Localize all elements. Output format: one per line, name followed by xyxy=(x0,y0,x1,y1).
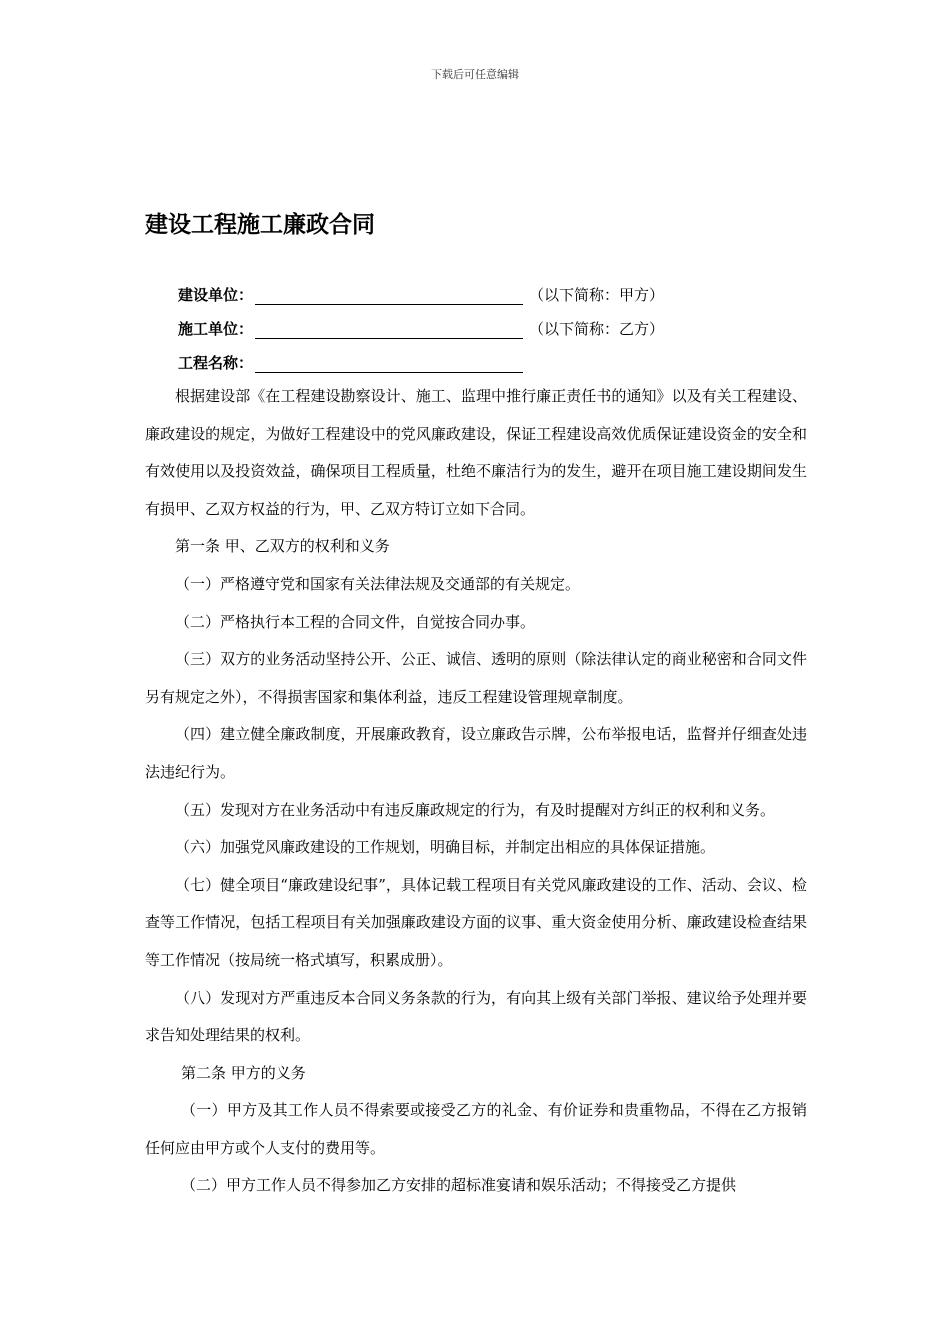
article-heading: 第二条 甲方的义务 xyxy=(181,1063,306,1082)
paragraph: （八）发现对方严重违反本合同义务条款的行为，有向其上级有关部门举报、建议给予处理并要求告知处理结果的权利。 xyxy=(145,988,807,1045)
paragraph: （四）建立健全廉政制度，开展廉政教育，设立廉政告示牌，公布举报电话，监督并仔细查处违法违纪行为。 xyxy=(145,725,807,781)
field-label: 施工单位： xyxy=(178,320,254,338)
paragraph: 根据建设部《在工程建设勘察设计、施工、监理中推行廉正责任书的通知》以及有关工程建设、廉政建设的规定，为做好工程建设中的党风廉政建设，保证工程建设高效优质保证建设资金的安全和有效使用以及投资效益，确保项目工程质量，杜绝不廉洁行为的发生，避开在项目施工建设期间发生有损甲、乙双方权益的行为，甲、乙双方特订立如下合同。 xyxy=(145,387,807,518)
field-label: 工程名称： xyxy=(178,354,254,372)
paragraph: （七）健全项目“廉政建设纪事”，具体记载工程项目有关党风廉政建设的工作、活动、会议、检查等工作情况，包括工程项目有关加强廉政建设方面的议事、重大资金使用分析、廉政建设检查结果等工作情况（按局统一格式填写，积累成册）。 xyxy=(145,875,807,969)
field-contractor-unit xyxy=(178,318,664,339)
contract-body xyxy=(145,378,807,1205)
paragraph: （二）甲方工作人员不得参加乙方安排的超标准宴请和娱乐活动；不得接受乙方提供 xyxy=(181,1176,737,1195)
paragraph: （三）双方的业务活动坚持公开、公正、诚信、透明的原则（除法律认定的商业秘密和合同文件另有规定之外），不得损害国家和集体利益，违反工程建设管理规章制度。 xyxy=(145,650,807,706)
article-heading: 第一条 甲、乙双方的权利和义务 xyxy=(175,537,390,556)
field-construction-unit xyxy=(178,284,664,305)
paragraph: （六）加强党风廉政建设的工作规划，明确目标，并制定出相应的具体保证措施。 xyxy=(175,838,716,857)
blank-line xyxy=(255,321,523,339)
header-note: 下载后可任意编辑 xyxy=(431,68,519,81)
field-project-name xyxy=(178,352,523,373)
blank-line xyxy=(255,287,523,305)
field-note: （以下简称：乙方） xyxy=(529,320,665,338)
paragraph: （一）甲方及其工作人员不得索要或接受乙方的礼金、有价证券和贵重物品，不得在乙方报销任何应由甲方或个人支付的费用等。 xyxy=(145,1101,807,1157)
paragraph: （一）严格遵守党和国家有关法律法规及交通部的有关规定。 xyxy=(175,574,581,593)
field-label: 建设单位： xyxy=(178,286,254,304)
paragraph: （五）发现对方在业务活动中有违反廉政规定的行为，有及时提醒对方纠正的权利和义务。 xyxy=(175,800,776,819)
document-title: 建设工程施工廉政合同 xyxy=(145,211,375,238)
paragraph: （二）严格执行本工程的合同文件，自觉按合同办事。 xyxy=(175,612,536,631)
field-note: （以下简称：甲方） xyxy=(529,286,665,304)
blank-line xyxy=(255,355,523,373)
